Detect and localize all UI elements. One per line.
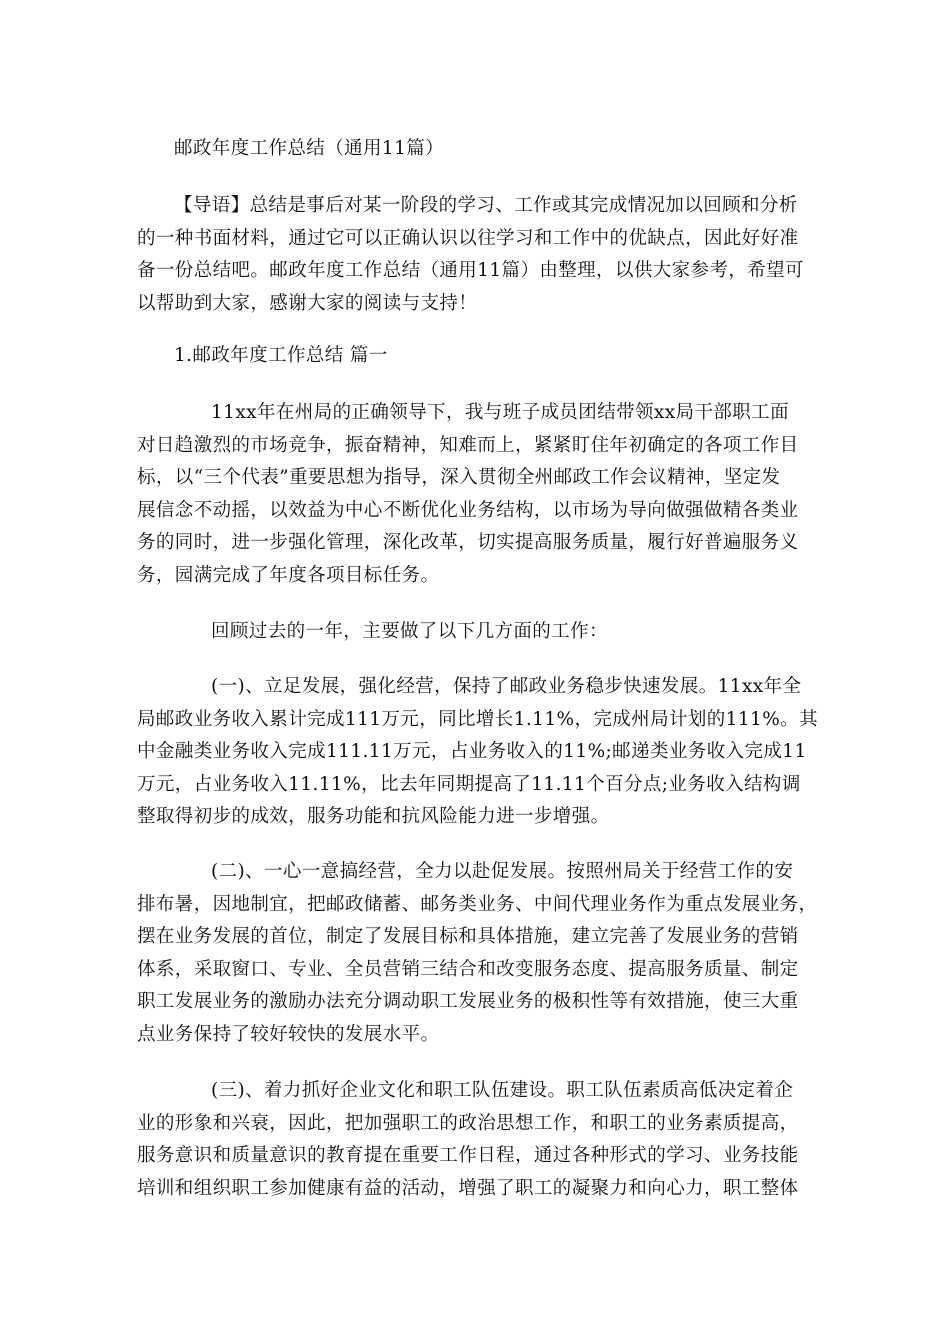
- paragraph-line: 摆在业务发展的首位，制定了发展目标和具体措施，建立完善了发展业务的营销: [137, 926, 799, 947]
- paragraph-line: 中金融类业务收入完成111.11万元，占业务收入的11%;邮递类业务收入完成11: [137, 741, 807, 762]
- paragraph-4: [137, 856, 817, 1051]
- paragraph-line: (三)、着力抓好企业文化和职工队伍建设。职工队伍素质高低决定着企: [211, 1080, 794, 1101]
- paragraph-line: 整取得初步的成效，服务功能和抗风险能力进一步增强。: [137, 806, 610, 827]
- paragraph-line: 服务意识和质量意识的教育提在重要工作日程，通过各种形式的学习、业务技能: [137, 1145, 799, 1166]
- intro-paragraph: [137, 190, 817, 320]
- paragraph-line: 体系，采取窗口、专业、全员营销三结合和改变服务态度、提高服务质量、制定: [137, 958, 799, 980]
- paragraph-line: 展信念不动摇，以效益为中心不断优化业务结构，以市场为导向做强做精各类业: [137, 499, 799, 521]
- paragraph-line: 对日趋激烈的市场竞争，振奋精神，知难而上，紧紧盯住年初确定的各项工作目: [137, 434, 799, 456]
- paragraph-line: 万元，占业务收入11.11%，比去年同期提高了11.11个百分点;业务收入结构调: [137, 773, 801, 795]
- paragraph-line: 点业务保持了较好较快的发展水平。: [137, 1023, 440, 1045]
- section-heading-text: 1.邮政年度工作总结 篇一: [174, 345, 388, 366]
- intro-line: 备一份总结吧。邮政年度工作总结（通用11篇）由整理，以供大家参考，希望可: [137, 260, 804, 281]
- paragraph-line: 局邮政业务收入累计完成111万元，同比增长1.11%，完成州局计划的111%。其: [137, 708, 818, 730]
- paragraph-line: 职工发展业务的激励办法充分调动职工发展业务的极积性等有效措施，使三大重: [137, 991, 799, 1012]
- paragraph-3: [137, 671, 817, 834]
- intro-line: 以帮助到大家，感谢大家的阅读与支持！: [137, 292, 478, 314]
- intro-line: 【导语】总结是事后对某一阶段的学习、工作或其完成情况加以回顾和分析: [174, 195, 798, 216]
- paragraph-line: (二)、一心一意搞经营，全力以赴促发展。按照州局关于经营工作的安: [211, 861, 794, 882]
- paragraph-line: 标，以“三个代表”重要思想为指导，深入贯彻全州邮政工作会议精神，坚定发: [137, 467, 781, 488]
- paragraph-2: [137, 616, 817, 649]
- paragraph-1: [137, 397, 817, 592]
- document-title: [137, 133, 817, 166]
- paragraph-5: [137, 1075, 817, 1205]
- intro-line: 的一种书面材料，通过它可以正确认识以往学习和工作中的优缺点，因此好好准: [137, 227, 799, 249]
- section-heading: [137, 340, 817, 373]
- paragraph-line: (一)、立足发展，强化经营，保持了邮政业务稳步快速发展。11xx年全: [211, 676, 802, 697]
- paragraph-line: 务的同时，进一步强化管理，深化改革，切实提高服务质量，履行好普遍服务义: [137, 532, 799, 553]
- paragraph-line: 业的形象和兴衰，因此，把加强职工的政治思想工作，和职工的业务素质提高，: [137, 1112, 799, 1134]
- paragraph-line: 培训和组织职工参加健康有益的活动，增强了职工的凝聚力和向心力，职工整体: [137, 1177, 799, 1199]
- paragraph-line: 11xx年在州局的正确领导下，我与班子成员团结带领xx局干部职工面: [211, 402, 789, 423]
- paragraph-line: 回顾过去的一年，主要做了以下几方面的工作：: [211, 621, 608, 642]
- title-text: 邮政年度工作总结（通用11篇）: [174, 138, 445, 159]
- paragraph-line: 务，园满完成了年度各项目标任务。: [137, 564, 440, 586]
- paragraph-line: 排布暑，因地制宜，把邮政储蓄、邮务类业务、中间代理业务作为重点发展业务，: [137, 893, 818, 915]
